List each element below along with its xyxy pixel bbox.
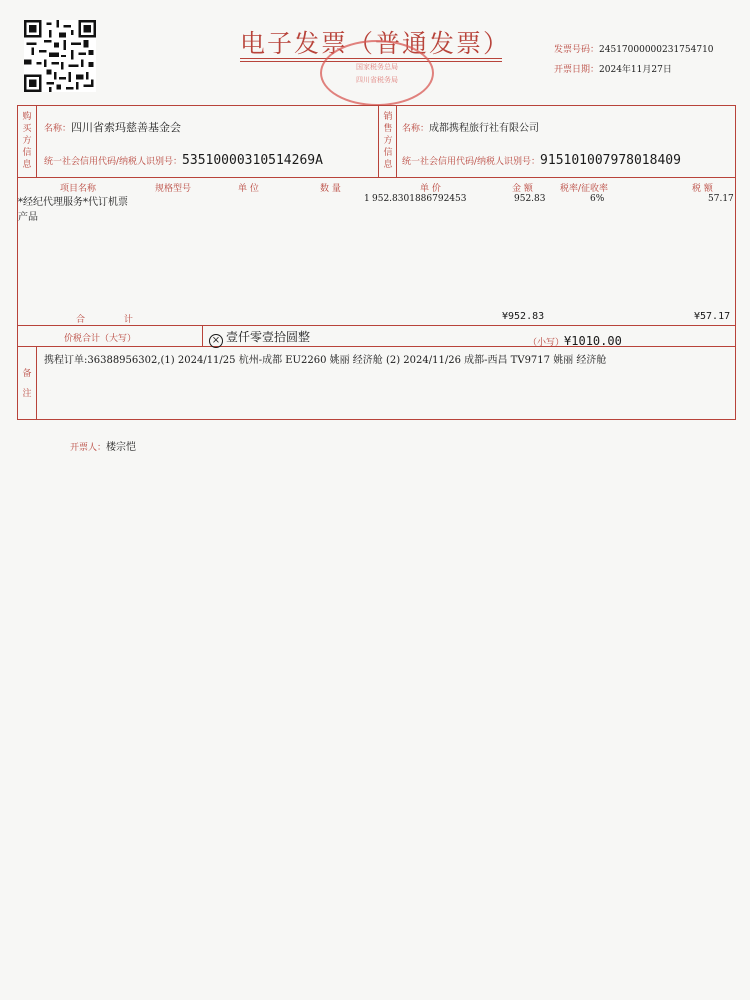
col-header-unit: 单 位 — [238, 184, 259, 194]
total-label: 合 计 — [76, 315, 151, 325]
seller-side-char: 息 — [383, 160, 393, 170]
issuer — [70, 435, 136, 454]
seller-side-char: 方 — [383, 136, 393, 146]
item-rate: 6% — [590, 194, 605, 204]
seller-tax-row — [402, 149, 681, 168]
divider-remarks-side — [36, 346, 37, 420]
col-header-spec: 规格型号 — [155, 184, 192, 194]
seller-name-label: 名称： — [402, 124, 430, 134]
seller-tax-id: 915101007978018409 — [540, 153, 681, 168]
buyer-side-char: 方 — [22, 136, 32, 146]
issuer-label: 开票人： — [70, 443, 107, 453]
divider-seller-side — [396, 105, 397, 177]
item-price: 952.8301886792453 — [372, 194, 467, 204]
total-amount: ¥952.83 — [502, 311, 545, 322]
item-name: *经纪代理服务*代订机票 — [18, 197, 128, 208]
seller-name: 成都携程旅行社有限公司 — [429, 123, 540, 134]
buyer-side-label — [20, 111, 34, 171]
buyer-tax-id: 53510000310514269A — [182, 153, 323, 168]
remarks-side-label — [20, 364, 34, 404]
buyer-name-row — [44, 116, 181, 135]
grand-total-label: 价税合计（大写） — [64, 334, 137, 344]
grand-total-small — [528, 330, 622, 349]
grand-total-small-label: （小写） — [528, 338, 565, 348]
divider-middle — [378, 105, 379, 177]
seller-side-char: 售 — [383, 124, 393, 134]
total-tax: ¥57.17 — [694, 311, 731, 322]
buyer-tax-label: 统一社会信用代码/纳税人识别号： — [44, 157, 183, 167]
seal-text-top: 国家税务总局 — [356, 63, 398, 71]
item-amount: 952.83 — [514, 194, 546, 204]
invoice-number — [554, 42, 714, 55]
col-header-tax: 税 额 — [692, 184, 713, 194]
col-header-price: 单 价 — [420, 184, 441, 194]
col-header-rate: 税率/征收率 — [560, 184, 609, 194]
item-tax: 57.17 — [708, 194, 734, 204]
col-header-qty: 数 量 — [320, 184, 341, 194]
seller-side-char: 信 — [383, 148, 393, 158]
seller-side-char: 销 — [383, 112, 393, 122]
grand-total-words — [209, 328, 310, 348]
seller-tax-label: 统一社会信用代码/纳税人识别号： — [402, 157, 541, 167]
remarks-side-char: 备 — [22, 369, 32, 379]
seller-name-row — [402, 116, 539, 135]
tax-bureau-seal — [320, 40, 434, 106]
buyer-side-char: 买 — [22, 124, 32, 134]
divider-items — [17, 325, 736, 326]
buyer-side-char: 购 — [22, 112, 32, 122]
item-name-cont: 产品 — [18, 212, 38, 223]
divider-buyer-side — [36, 105, 37, 177]
buyer-name: 四川省索玛慈善基金会 — [71, 121, 182, 134]
invoice-number-label: 发票号码： — [554, 45, 600, 55]
seller-side-label — [381, 111, 395, 171]
cross-circle-icon: × — [209, 334, 223, 348]
invoice-date — [554, 62, 672, 75]
issuer-name: 楼宗恺 — [106, 442, 137, 453]
col-header-name: 项目名称 — [60, 184, 97, 194]
grand-total-small-value: ¥1010.00 — [564, 334, 622, 348]
buyer-name-label: 名称： — [44, 124, 72, 134]
grand-total-words-text: 壹仟零壹拾圆整 — [226, 330, 311, 344]
invoice-title: 电子发票（普通发票） — [240, 29, 511, 58]
divider-total-label — [202, 325, 203, 346]
divider-parties — [17, 177, 736, 178]
buyer-side-char: 信 — [22, 148, 32, 158]
buyer-tax-row — [44, 149, 323, 168]
qr-code — [24, 20, 96, 92]
remarks-text: 携程订单:36388956302,(1) 2024/11/25 杭州-成都 EU2260 姚丽 经济舱 (2) 2024/11/26 成都-西昌 TV9717 姚丽 经济舱 — [44, 355, 607, 366]
invoice-date-value: 2024年11月27日 — [599, 65, 672, 75]
buyer-side-char: 息 — [22, 160, 32, 170]
invoice-date-label: 开票日期： — [554, 65, 600, 75]
remarks-side-char: 注 — [22, 389, 32, 399]
invoice-number-value: 24517000000231754710 — [599, 45, 714, 55]
divider-total — [17, 346, 736, 347]
item-qty: 1 — [364, 194, 370, 204]
col-header-amount: 金 额 — [512, 184, 533, 194]
seal-text-bottom: 四川省税务局 — [356, 76, 398, 84]
